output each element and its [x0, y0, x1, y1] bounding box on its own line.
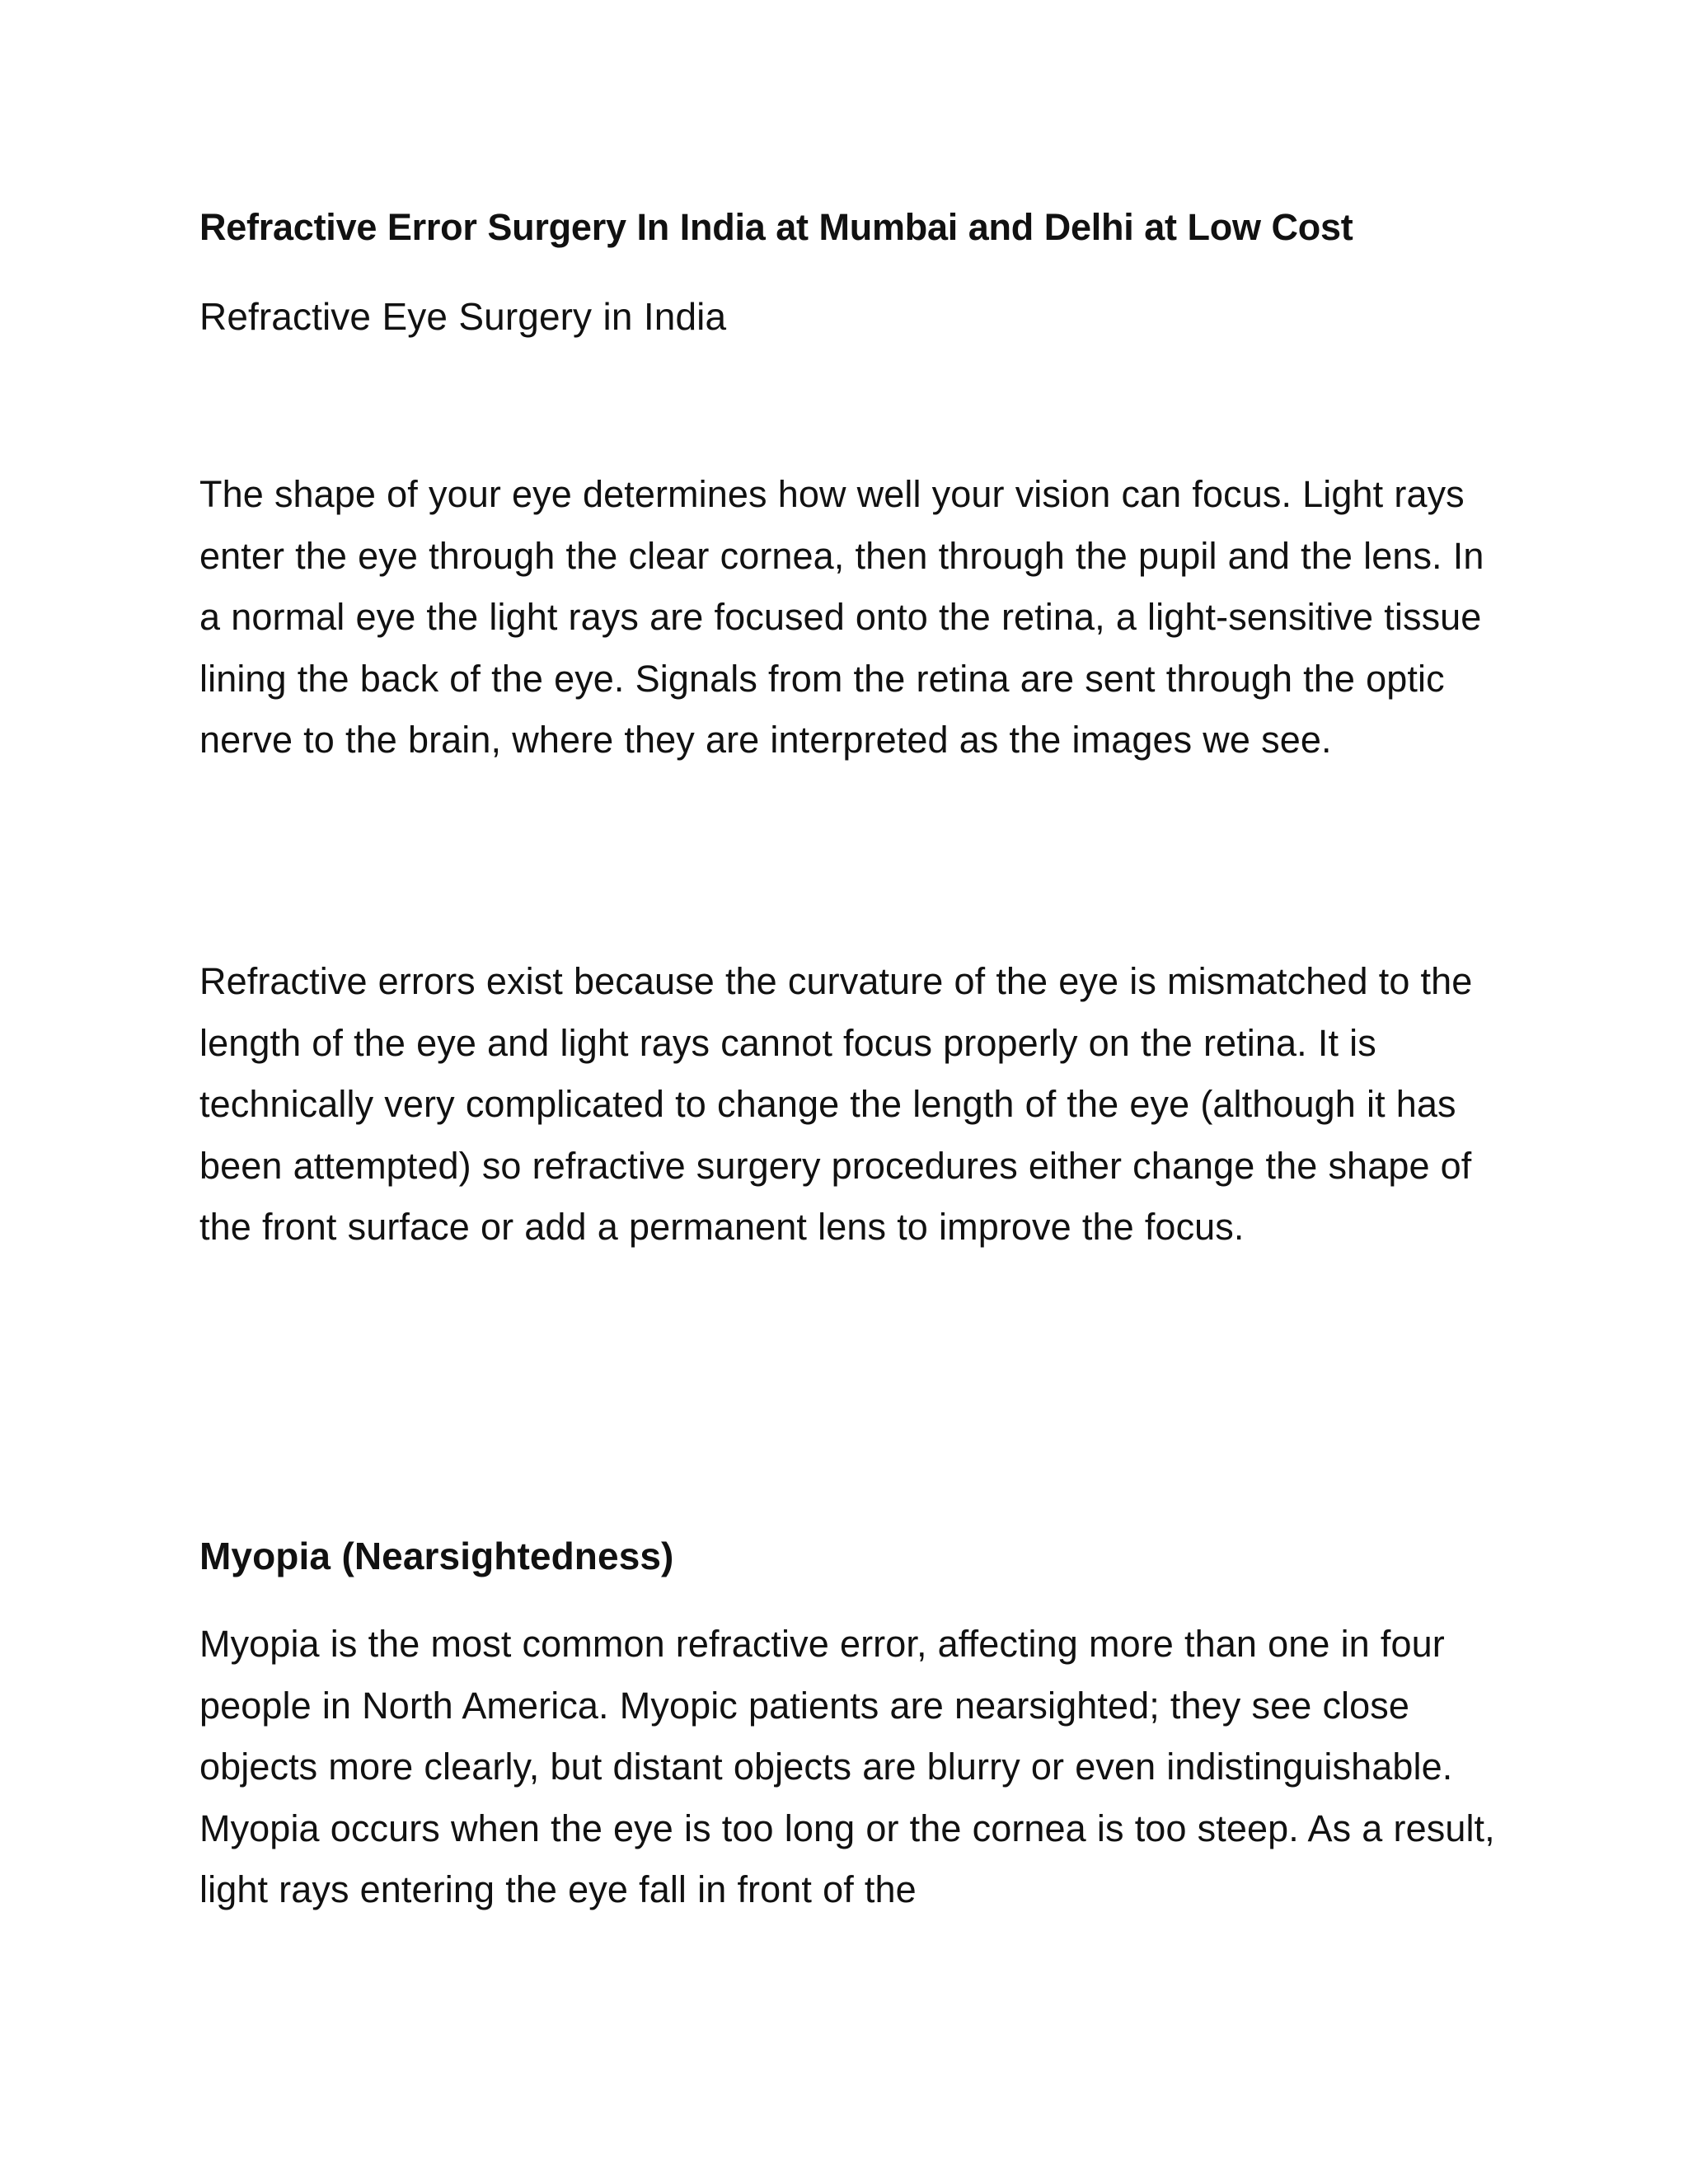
section-heading-myopia: Myopia (Nearsightedness) — [199, 1535, 674, 1577]
document-title: Refractive Error Surgery In India at Mumbai and Delhi at Low Cost — [199, 206, 1353, 248]
paragraph-myopia: Myopia is the most common refractive error, affecting more than one in four people in North America. Myopic patients are nearsighted; they see close objects more clearly, but distant objects are blurry or even indistinguishable. Myopia occurs when the eye is too long or the cornea is too steep. As a result, light rays entering the eye fall in front of the — [199, 1623, 1495, 1910]
document-subtitle: Refractive Eye Surgery in India — [199, 295, 727, 338]
paragraph-eye-focus: The shape of your eye determines how well your vision can focus. Light rays enter the eye through the clear cornea, then through the pupil and the lens. In a normal eye the light rays are focused onto the retina, a light-sensitive tissue lining the back of the eye. Signals from the retina are sent through the optic nerve to the brain, where they are interpreted as the images we see. — [199, 473, 1484, 761]
paragraph-refractive-errors: Refractive errors exist because the curvature of the eye is mismatched to the length of the eye and light rays cannot focus properly on the retina. It is technically very complicated to change the length of the eye (although it has been attempted) so refractive surgery procedures either change the shape of the front surface or add a permanent lens to improve the focus. — [199, 960, 1473, 1248]
